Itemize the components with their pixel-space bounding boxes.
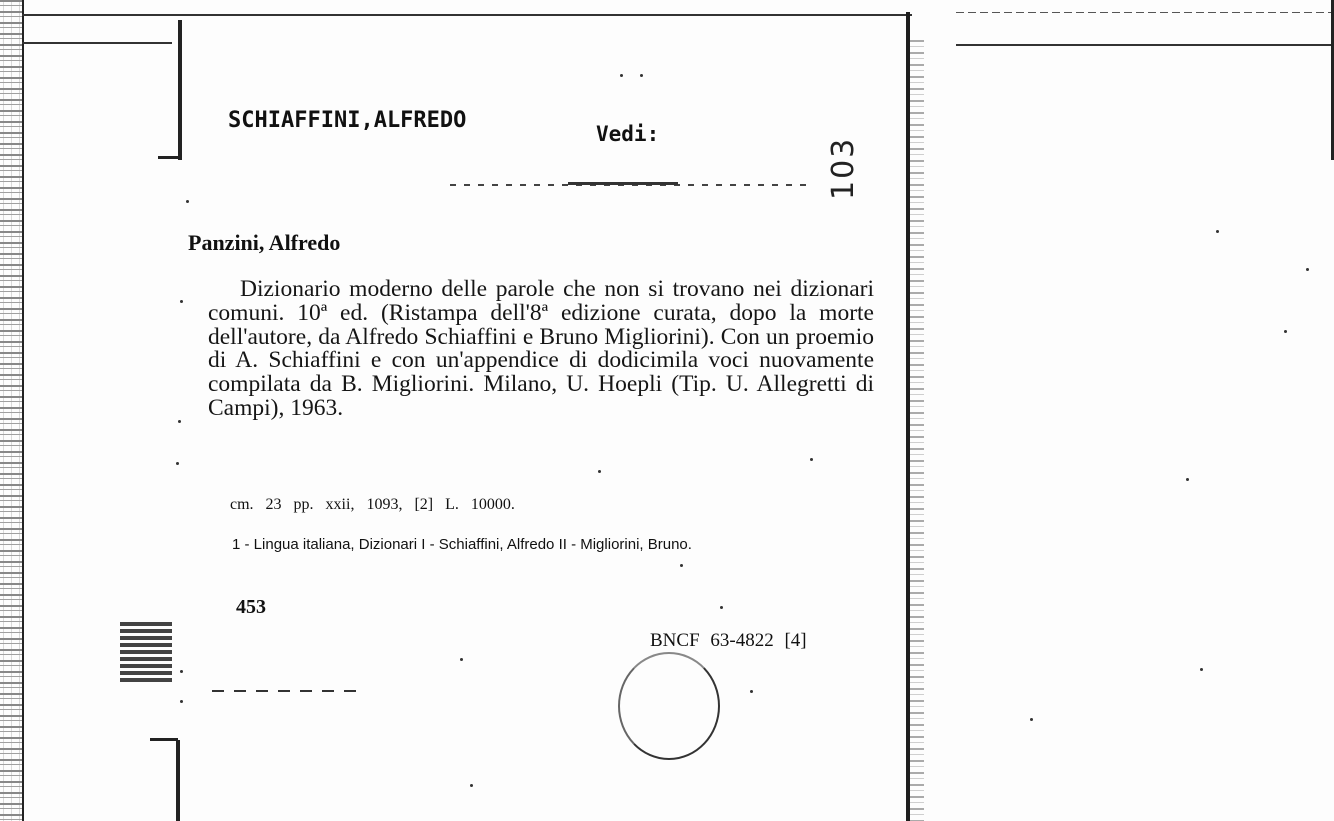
card-bracket-bottom — [176, 740, 180, 821]
speck — [178, 420, 181, 423]
right-rule — [956, 44, 1334, 46]
author-heading: Panzini, Alfredo — [188, 230, 341, 255]
speck — [186, 200, 189, 203]
top-rule — [22, 14, 912, 16]
speck — [180, 700, 183, 703]
vertical-card-number: 103 — [826, 136, 861, 200]
speck — [1200, 668, 1203, 671]
speck — [810, 458, 813, 461]
speck — [180, 300, 183, 303]
subject-tracings: 1 - Lingua italiana, Dizionari I - Schiaffini, Alfredo II - Migliorini, Bruno. — [232, 536, 692, 553]
speck — [620, 74, 623, 77]
card-bracket-top — [178, 20, 182, 160]
right-frame-noise — [910, 40, 924, 821]
separator-stroke — [568, 182, 678, 185]
speck — [180, 670, 183, 673]
speck — [750, 690, 753, 693]
top-rule-short — [22, 42, 172, 44]
speck — [720, 606, 723, 609]
card-bracket-top-foot — [158, 156, 182, 159]
film-edge-line — [22, 0, 24, 821]
speck — [470, 784, 473, 787]
card-bracket-bottom-top — [150, 738, 178, 741]
speck — [1186, 478, 1189, 481]
speck — [598, 470, 601, 473]
stray-dash-marks — [212, 690, 362, 692]
library-stamp-mark — [120, 622, 172, 684]
speck — [1284, 330, 1287, 333]
bibliographic-description: Dizionario moderno delle parole che non si trovano nei dizionari comuni. 10ª ed. (Ristampa dell'8ª edizione curata, dopo la morte dell'autore, da Alfredo Schiaffini e Bruno Migliorini). Con un proemio di A. Schiaffini e con un'appendice di dodicimila voci nuovamente compilata da B. Migliorini. Milano, U. Hoepli (Tip. U. Allegretti di Campi), 1963. — [208, 276, 874, 421]
bncf-number: BNCF 63-4822 [4] — [650, 630, 807, 651]
speck — [680, 564, 683, 567]
header-heading-name: SCHIAFFINI,ALFREDO — [228, 108, 467, 133]
right-dashed-rule — [956, 12, 1334, 13]
speck — [460, 658, 463, 661]
speck — [1306, 268, 1309, 271]
collation-line: cm. 23 pp. xxii, 1093, [2] L. 10000. — [230, 496, 515, 513]
speck — [640, 74, 643, 77]
class-number: 453 — [236, 596, 266, 618]
speck — [1030, 718, 1033, 721]
speck — [176, 462, 179, 465]
header-see-reference: Vedi: — [596, 122, 660, 146]
film-edge-noise — [0, 0, 24, 821]
circular-stamp — [618, 652, 720, 760]
speck — [1216, 230, 1219, 233]
